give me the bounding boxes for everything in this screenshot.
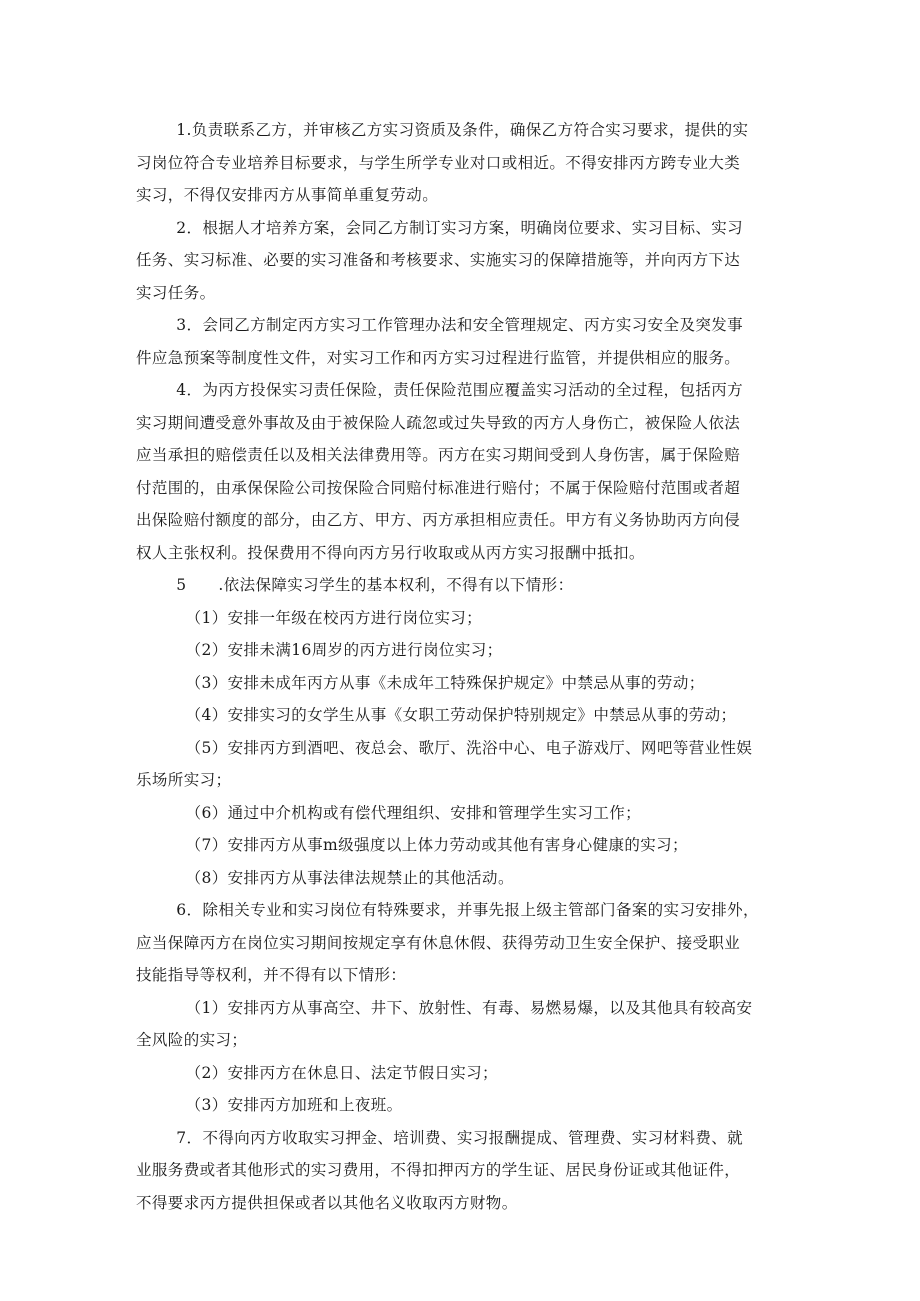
text-line: 全风险的实习； [136, 1031, 248, 1049]
sub-item [136, 732, 786, 797]
text-line: 件应急预案等制度性文件，对实习工作和丙方实习过程进行监管，并提供相应的服务。 [136, 348, 741, 367]
text-line: （1）安排一年级在校丙方进行岗位实习； [185, 608, 483, 627]
text-line: （3）安排丙方加班和上夜班。 [185, 1096, 403, 1114]
text-line: 实习任务。 [136, 283, 216, 302]
text-line: （5）安排丙方到酒吧、夜总会、歌厅、洗浴中心、电子游戏厅、网吧等营业性娱 [185, 738, 753, 757]
text-line: 出保险赔付额度的部分，由乙方、甲方、丙方承担相应责任。甲方有义务协助丙方向侵 [136, 511, 741, 529]
text-line: 6．除相关专业和实习岗位有特殊要求，并事先报上级主管部门备案的实习安排外， [176, 901, 759, 919]
text-line: 1.负责联系乙方，并审核乙方实习资质及条件，确保乙方符合实习要求，提供的实 [176, 121, 749, 139]
text-line: （3）安排未成年丙方从事《未成年工特殊保护规定》中禁忌从事的劳动； [185, 673, 705, 692]
text-line: 任务、实习标准、必要的实习准备和考核要求、实施实习的保障措施等，并向丙方下达 [136, 251, 741, 269]
sub-item [136, 1057, 786, 1090]
text-line: 5 .依法保障实习学生的基本权利，不得有以下情形： [176, 576, 574, 594]
text-line: （4）安排实习的女学生从事《女职工劳动保护特别规定》中禁忌从事的劳动； [185, 706, 737, 724]
clause-paragraph [136, 1122, 786, 1220]
text-line: 业服务费或者其他形式的实习费用，不得扣押丙方的学生证、居民身份证或其他证件， [136, 1161, 741, 1179]
text-line: 应当保障丙方在岗位实习期间按规定享有休息休假、获得劳动卫生安全保护、接受职业 [136, 933, 741, 952]
clause-paragraph [136, 114, 786, 212]
text-line: 乐场所实习； [136, 771, 232, 789]
sub-item [136, 602, 786, 635]
sub-item [136, 634, 786, 667]
sub-item [136, 797, 786, 830]
text-line: 权人主张权利。投保费用不得向丙方另行收取或从丙方实习报酬中抵扣。 [136, 543, 645, 562]
sub-item [136, 667, 786, 700]
text-line: 3．会同乙方制定丙方实习工作管理办法和安全管理规定、丙方实习安全及突发事 [176, 316, 744, 334]
text-line: 应当承担的赔偿责任以及相关法律费用等。丙方在实习期间受到人身伤害，属于保险赔 [136, 446, 741, 464]
sub-item [136, 862, 786, 895]
text-line: 实习，不得仅安排丙方从事简单重复劳动。 [136, 186, 439, 204]
text-line: （8）安排丙方从事法律法规禁止的其他活动。 [185, 868, 514, 887]
text-line: 实习期间遭受意外事故及由于被保险人疏忽或过失导致的丙方人身伤亡，被保险人依法 [136, 413, 741, 432]
document-body [136, 114, 786, 1219]
clause-paragraph [136, 212, 786, 310]
text-line: 7．不得向丙方收取实习押金、培训费、实习报酬提成、管理费、实习材料费、就 [176, 1128, 744, 1147]
text-line: 4．为丙方投保实习责任保险，责任保险范围应覆盖实习活动的全过程，包括丙方 [176, 381, 744, 399]
text-line: 习岗位符合专业培养目标要求，与学生所学专业对口或相近。不得安排丙方跨专业大类 [136, 153, 741, 172]
text-line: 付范围的，由承保保险公司按保险合同赔付标准进行赔付；不属于保险赔付范围或者超 [136, 478, 741, 497]
text-line: （6）通过中介机构或有偿代理组织、安排和管理学生实习工作； [185, 803, 642, 822]
text-line: （2）安排未满16周岁的丙方进行岗位实习； [185, 641, 503, 659]
text-line: 技能指导等权利，并不得有以下情形： [136, 966, 407, 984]
text-line: 2．根据人才培养方案，会同乙方制订实习方案，明确岗位要求、实习目标、实习 [176, 218, 744, 237]
clause-paragraph [136, 374, 786, 569]
sub-item [136, 699, 786, 732]
sub-item [136, 829, 786, 862]
text-line: 不得要求丙方提供担保或者以其他名义收取丙方财物。 [136, 1193, 518, 1212]
sub-item [136, 1089, 786, 1122]
text-line: （7）安排丙方从事m级强度以上体力劳动或其他有害身心健康的实习； [185, 836, 688, 854]
sub-item [136, 992, 786, 1057]
text-line: （1）安排丙方从事高空、井下、放射性、有毒、易燃易爆，以及其他具有较高安 [185, 998, 753, 1017]
text-line: （2）安排丙方在休息日、法定节假日实习； [185, 1063, 498, 1082]
clause-paragraph [136, 309, 786, 374]
clause-paragraph [136, 894, 786, 992]
clause-paragraph [136, 569, 786, 602]
